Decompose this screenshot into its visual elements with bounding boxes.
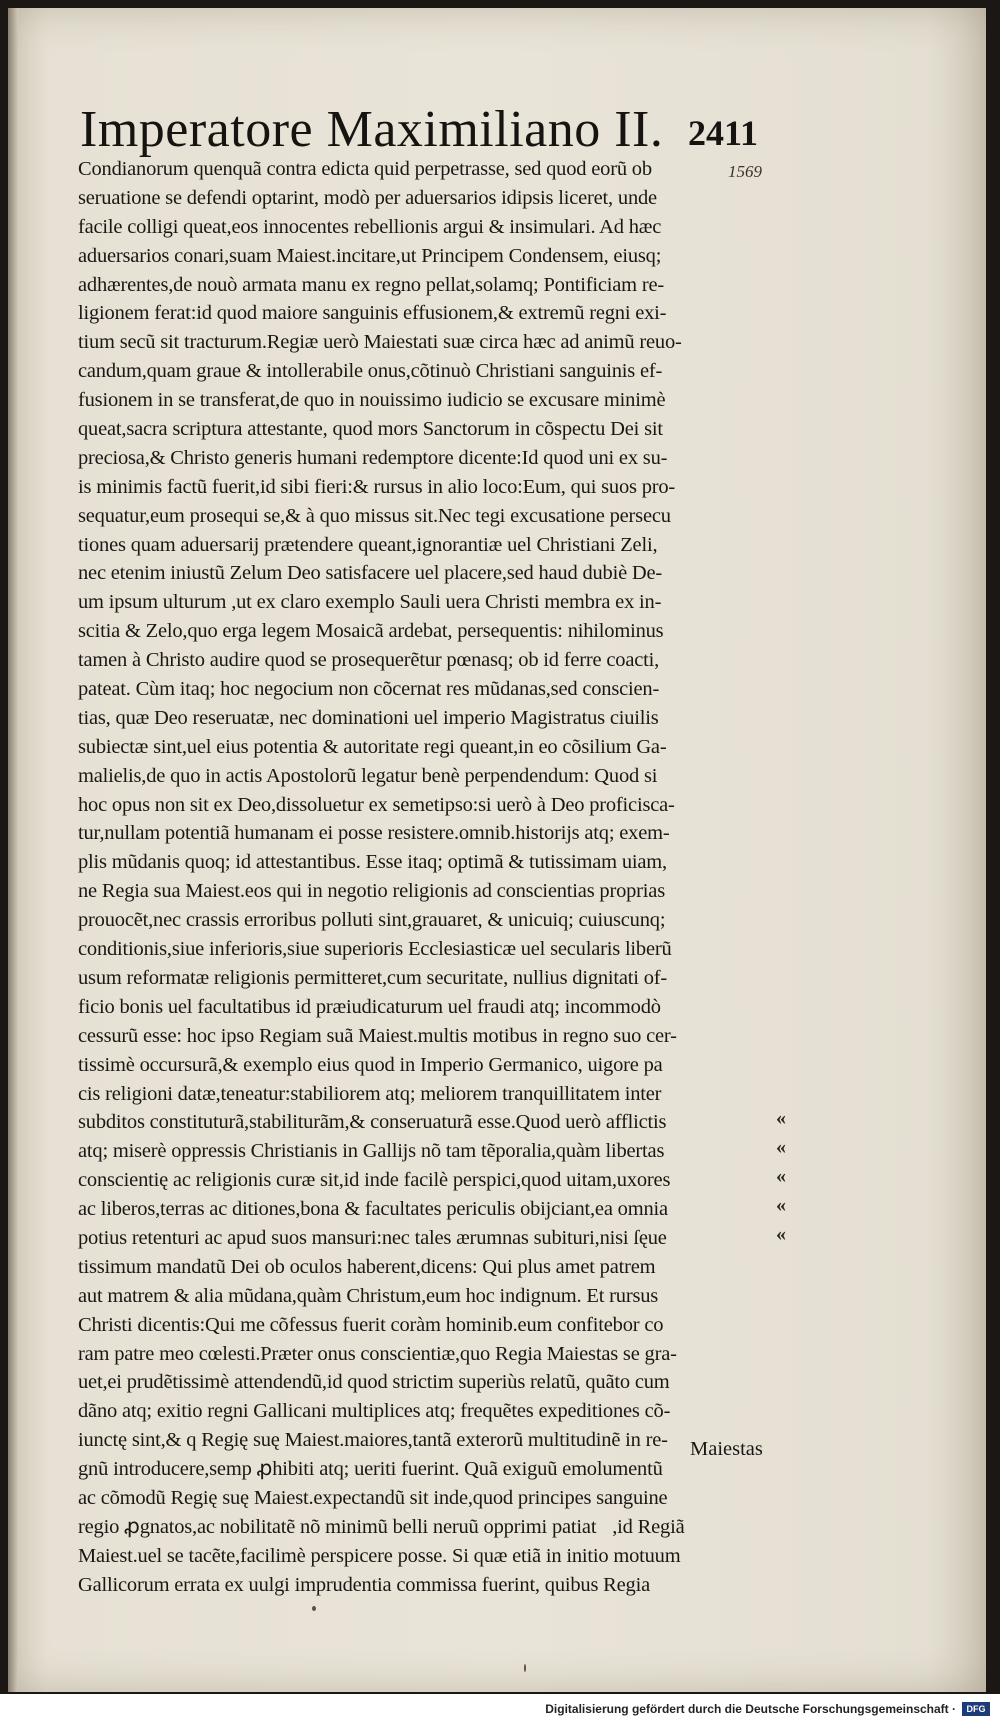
text-line: aut matrem & alia mũdana,quàm Christum,eum hoc indignum. Et rursus	[78, 1284, 659, 1307]
text-line: cis religioni datæ,teneatur:stabiliorem atq; meliorem tranquillitatem inter	[78, 1082, 662, 1105]
ink-speck	[312, 1606, 316, 1611]
text-line: tissimè occursurã,& exemplo eius quod in Imperio Germanico, uigore pa	[78, 1053, 663, 1076]
text-line: Maiest.uel se tacẽte,facilimè perspicere posse. Si quæ etiã in initio motuum	[78, 1544, 681, 1567]
ink-speck	[524, 1664, 526, 1672]
text-line: candum,quam graue & intollerabile onus,cõtinuò Christiani sanguinis ef-	[78, 360, 663, 383]
text-line: subditos constituturã,stabiliturãm,& conseruaturã esse.Quod uerò afflictis	[78, 1111, 667, 1134]
text-line: cessurũ esse: hoc ipso Regiam suã Maiest.multis motibus in regno suo cer-	[78, 1024, 677, 1047]
funding-credit: Digitalisierung gefördert durch die Deutsche Forschungsgemeinschaft ·	[545, 1702, 956, 1716]
text-line: tium secũ sit tracturum.Regiæ uerò Maiestati suæ circa hæc ad animũ reuo-	[78, 331, 682, 354]
text-line: ram patre meo cœlesti.Præter onus conscientiæ,quo Regia Maiestas se gra-	[78, 1342, 677, 1365]
text-line: Christi dicentis:Qui me cõfessus fuerit coràm hominib.eum confitebor co	[78, 1313, 664, 1336]
quote-mark: «	[776, 1107, 786, 1129]
text-line: tias, quæ Deo reseruatæ, nec dominationi uel imperio Magistratus ciuilis	[78, 706, 659, 729]
margin-note: 1569	[728, 162, 762, 181]
text-line: Condianorum quenquã contra edicta quid perpetrasse, sed quod eorũ ob	[78, 158, 652, 180]
text-line: tamen à Christo audire quod se prosequerẽtur pœnasq; ob id ferre coacti,	[78, 649, 660, 672]
text-line: iunctę sint,& q Regię suę Maiest.maiores,tantã exterorũ multitudinẽ in re-	[78, 1429, 668, 1452]
dfg-logo-icon: DFG	[962, 1702, 990, 1716]
text-line: queat,sacra scriptura attestante, quod mors Sanctorum in cõspectu Dei sit	[78, 418, 663, 441]
text-line: prouocẽt,nec crassis erroribus polluti sint,grauaret, & unicuiq; cuiuscunq;	[78, 909, 666, 932]
text-line: ac liberos,terras ac ditiones,bona & facultates periculis obijciant,ea omnia	[78, 1198, 668, 1221]
quote-mark: «	[776, 1164, 786, 1187]
text-line: uet,ei prudẽtissimè attendendũ,id quod strictim superiùs relatũ, quãto cum	[78, 1371, 670, 1394]
text-line: tiones quam aduersarij prætendere queant,ignorantiæ uel Christiani Zeli,	[78, 533, 658, 556]
text-line: usum reformatæ religionis permitteret,cum securitate, nullius dignitati of-	[78, 966, 668, 989]
text-line: Gallicorum errata ex uulgi imprudentia commissa fuerint, quibus Regia	[78, 1573, 651, 1596]
text-line: seruatione se defendi optarint, modò per aduersarios idipsis liceret, unde	[78, 186, 657, 209]
text-line: conditionis,siue inferioris,siue superioris Ecclesiasticæ uel secularis liberũ	[78, 938, 672, 961]
text-line: potius retenturi ac apud suos mansuri:nec tales ærumnas subituri,nisi ſęue	[78, 1226, 667, 1249]
page-number: 2411	[688, 113, 759, 153]
text-line: malielis,de quo in actis Apostolorũ legatur benè perpendendum: Quod si	[78, 764, 658, 787]
text-line: is minimis factũ fuerit,id sibi fieri:& rursus in alio loco:Eum, qui suos pro-	[78, 475, 676, 498]
text-line: plis mũdanis quoq; id attestantibus. Esse itaq; optimã & tutissimam uiam,	[78, 851, 667, 874]
quote-mark: «	[776, 1193, 786, 1216]
text-line: subiectæ sint,uel eius potentia & autoritate regi queant,in eo cõsilium Ga-	[78, 735, 667, 758]
quote-mark: «	[776, 1222, 786, 1245]
text-line: aduersarios conari,suam Maiest.incitare,ut Principem Condensem, eiusq;	[78, 244, 662, 267]
text-line: adhærentes,de nouò armata manu ex regno pellat,solamq; Pontificiam re-	[78, 273, 665, 296]
text-line: pateat. Cùm itaq; hoc negocium non cõcernat res mũdanas,sed conscien-	[78, 678, 660, 701]
text-line: nec etenim iniustũ Zelum Deo satisfacere uel placere,sed haud dubiè De-	[78, 562, 663, 585]
quote-mark: «	[776, 1135, 786, 1158]
text-line: regio ꝓgnatos,ac nobilitatẽ nõ minimũ belli neruũ opprimi patiatᷣ,id Regiã	[78, 1515, 685, 1538]
text-line: ne Regia sua Maiest.eos qui in negotio religionis ad conscientias proprias	[78, 880, 665, 903]
running-title: Imperatore Maximiliano II.	[80, 101, 664, 158]
text-line: scitia & Zelo,quo erga legem Mosaicã ardebat, persequentis: nihilominus	[78, 620, 664, 643]
page-gutter	[8, 8, 18, 1692]
text-line: tissimum mandatũ Dei ob oculos haberent,dicens: Qui plus amet patrem	[78, 1255, 656, 1278]
text-line: dãno atq; exitio regni Gallicani multiplices atq; frequẽtes expeditiones cõ-	[78, 1400, 671, 1423]
text-line: ficio bonis uel facultatibus id præiudicaturum uel fraudi atq; incommodò	[78, 995, 661, 1018]
text-line: um ipsum ulturum ,ut ex claro exemplo Sauli uera Christi membra ex in-	[78, 591, 662, 614]
text-line: preciosa,& Christo generis humani redemptore dicente:Id quod uni ex su-	[78, 446, 668, 469]
text-line: sequatur,eum prosequi se,& à quo missus sit.Nec tegi excusatione persecu	[78, 504, 671, 527]
text-line: facile colligi queat,eos innocentes rebellionis argui & insimulari. Ad hæc	[78, 215, 662, 238]
body-text	[78, 155, 784, 1600]
catchword: Maiestas	[690, 1438, 763, 1460]
text-line: tur,nullam potentiã humanam ei posse resistere.omnib.historijs atq; exem-	[78, 822, 670, 845]
text-line: ligionem ferat:id quod maiore sanguinis effusionem,& extremũ regni exi-	[78, 302, 667, 325]
text-line: conscientię ac religionis curæ sit,id inde facilè perspici,quod uitam,uxores	[78, 1169, 671, 1192]
text-line: ac cõmodũ Regię suę Maiest.expectandũ sit inde,quod principes sanguine	[78, 1486, 668, 1509]
text-line: atq; miserè oppressis Christianis in Gallijs nõ tam tẽporalia,quàm libertas	[78, 1140, 665, 1163]
text-line: gnũ introducere,semp ꝓhibiti atq; ueriti fuerint. Quã exiguũ emolumentũ	[78, 1458, 663, 1481]
text-line: hoc opus non sit ex Deo,dissoluetur ex semetipso:si uerò à Deo proficisca-	[78, 793, 675, 816]
text-line: fusionem in se transferat,de quo in nouissimo iudicio se excusare minimè	[78, 389, 666, 412]
